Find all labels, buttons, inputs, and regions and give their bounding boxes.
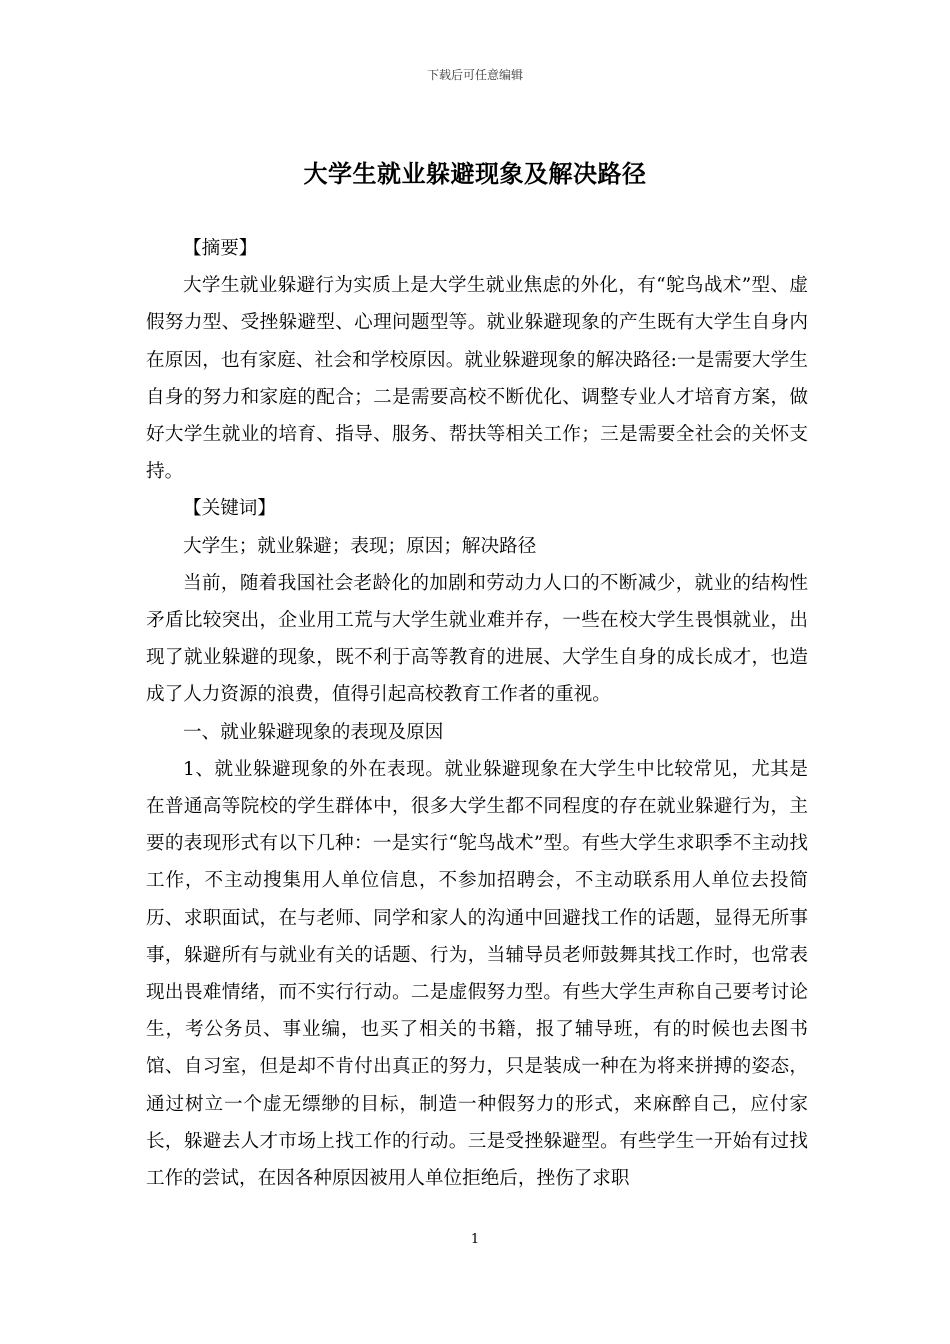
page-number: 1 <box>470 1232 480 1247</box>
section-heading: 一、就业躲避现象的表现及原因 <box>183 721 444 743</box>
page-header: 下载后可任意编辑 <box>426 68 523 82</box>
abstract-heading: 【摘要】 <box>183 238 258 259</box>
body-paragraph: 1、就业躲避现象的外在表现。就业躲避现象在大学生中比较常见，尤其是在普通高等院校的学生群体中，很多大学生都不同程度的存在就业躲避行为，主要的表现形式有以下几种：一是实行“鸵鸟战术”型。有些大学生求职季不主动找工作，不主动搜集用人单位信息，不参加招聘会，不主动联系用人单位去投简历、求职面试，在与老师、同学和家人的沟通中回避找工作的话题，显得无所事事，躲避所有与就业有关的话题、行为，当辅导员老师鼓舞其找工作时，也常表现出畏难情绪，而不实行行动。二是虚假努力型。有些大学生声称自己要考讨论生，考公务员、事业编，也买了相关的书籍，报了辅导班，有的时候也去图书馆、自习室，但是却不肯付出真正的努力，只是装成一种在为将来拼搏的姿态，通过树立一个虚无缥缈的目标，制造一种假努力的形式，来麻醉自己，应付家长，躲避去人才市场上找工作的行动。三是受挫躲避型。有些学生一开始有过找工作的尝试，在因各种原因被用人单位拒绝后，挫伤了求职 <box>146 758 808 1190</box>
document-body <box>146 230 808 1197</box>
intro-paragraph: 当前，随着我国社会老龄化的加剧和劳动力人口的不断减少，就业的结构性矛盾比较突出，企业用工荒与大学生就业难并存，一些在校大学生畏惧就业，出现了就业躲避的现象，既不利于高等教育的进展、大学生自身的成长成才，也造成了人力资源的浪费，值得引起高校教育工作者的重视。 <box>146 572 808 706</box>
document-title: 大学生就业躲避现象及解决路径 <box>303 160 647 188</box>
keywords-heading: 【关键词】 <box>183 498 276 520</box>
keywords-paragraph: 大学生；就业躲避；表现；原因；解决路径 <box>183 535 537 557</box>
abstract-paragraph: 大学生就业躲避行为实质上是大学生就业焦虑的外化，有“鸵鸟战术”型、虚假努力型、受挫躲避型、心理问题型等。就业躲避现象的产生既有大学生自身内在原因，也有家庭、社会和学校原因。就业躲避现象的解决路径:一是需要大学生自身的努力和家庭的配合；二是需要高校不断优化、调整专业人才培育方案，做好大学生就业的培育、指导、服务、帮扶等相关工作；三是需要全社会的关怀支持。 <box>146 275 808 483</box>
